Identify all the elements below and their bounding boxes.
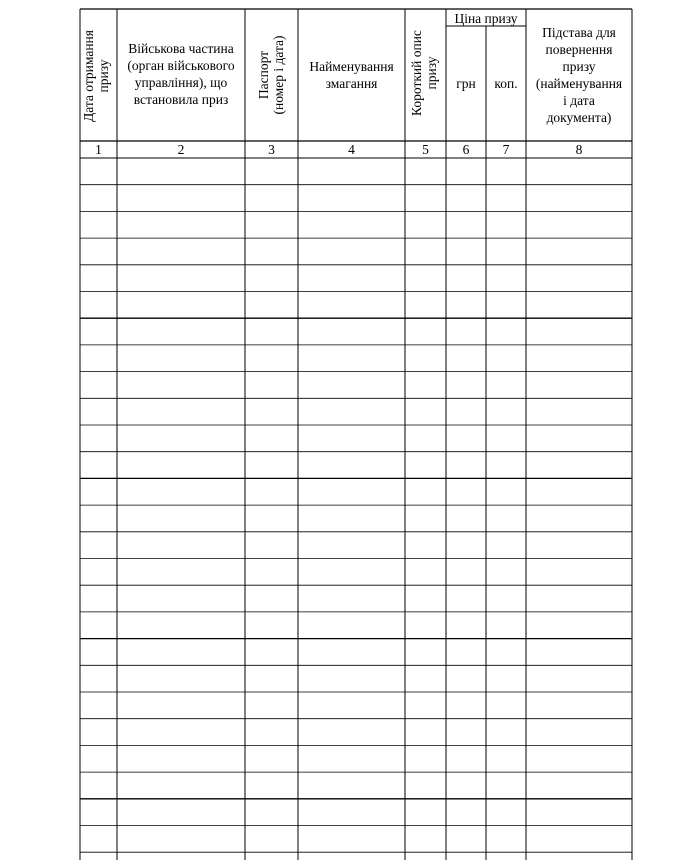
header-passport: Паспорт (номер і дата) <box>256 35 286 115</box>
header-kopecks: коп. <box>494 76 518 91</box>
header-competition-name: Найменування змагання <box>309 59 394 91</box>
column-number: 6 <box>462 142 470 157</box>
header-prize-description: Короткий опис призу <box>409 30 439 116</box>
header-prize-price: Ціна призу <box>454 11 518 26</box>
header-date-received: Дата отримання призу <box>81 30 111 122</box>
column-number: 7 <box>502 142 510 157</box>
column-number: 1 <box>95 142 102 157</box>
header-uah: грн <box>456 76 476 91</box>
header-return-basis: Підстава для повернення призу (найменування і дата документа) <box>535 25 623 125</box>
column-number: 4 <box>348 142 355 157</box>
column-number: 5 <box>422 142 429 157</box>
column-number: 3 <box>268 142 275 157</box>
column-number: 2 <box>177 142 185 157</box>
header-military-unit: Військова частина (орган військового управління), що встановила приз <box>127 41 235 107</box>
column-number: 8 <box>575 142 583 157</box>
